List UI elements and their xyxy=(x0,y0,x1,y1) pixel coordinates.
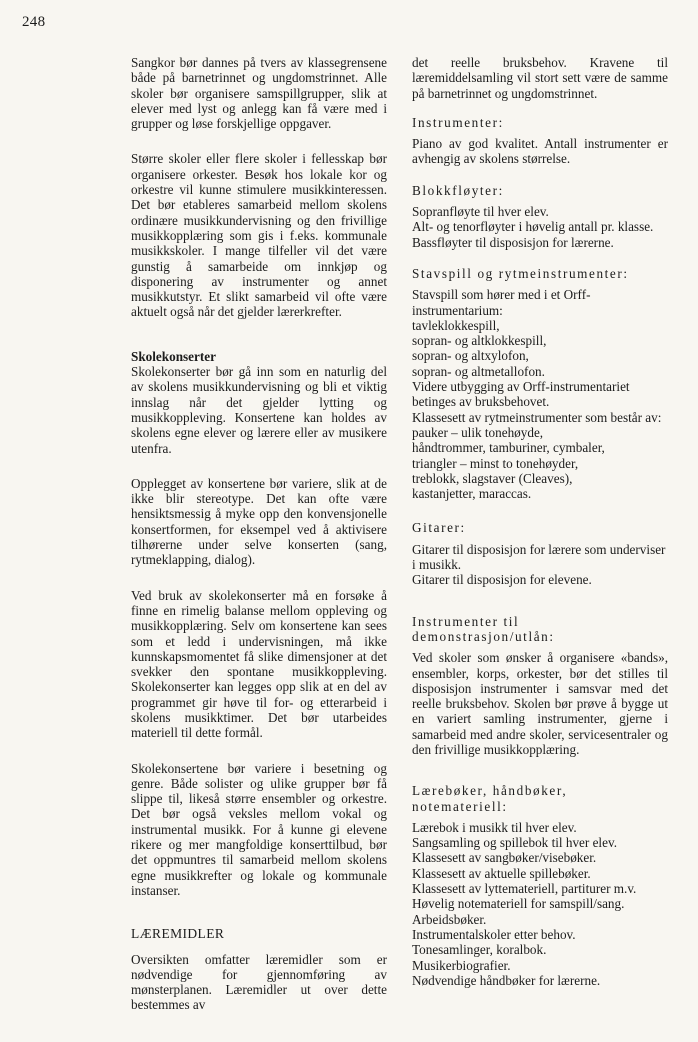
list-item: Klassesett av sangbøker/visebøker. xyxy=(412,850,597,866)
list-item: Lærebok i musikk til hver elev. xyxy=(412,819,577,835)
text-demonstrasjon: Ved skoler som ønsker å organisere «bands», ensembler, korps, orkester, bør det stilles til disposisjon instrumenter i samsvar med det reelle bruksbehov. Skolen bør prøve å bygge ut en variert samling instrumenter, gjerne i samarbeid med andre skoler, servicesentraler og den frivillige musikkopplæring. xyxy=(412,650,668,757)
list-item: kastanjetter, maraccas. xyxy=(412,486,532,502)
paragraph-opplegget: Opplegget av konsertene bør variere, slik at de ikke blir stereotype. Det kan ofte være hensiktsmessig å myke opp den konvensjonelle konsertformen, for eksempel ved å aktivisere tilhørerne under selve konserten (sang, rytmeklapping, dialog). xyxy=(131,475,387,568)
subheading-stavspill: Stavspill og rytmeinstrumenter: xyxy=(412,265,629,281)
list-item: Bassfløyter til disposisjon for lærerne. xyxy=(412,234,614,250)
list-item: Tonesamlinger, koralbok. xyxy=(412,942,547,958)
list-item: tavleklokkespill, xyxy=(412,317,500,333)
list-item: Gitarer til disposisjon for elevene. xyxy=(412,572,592,588)
page-number: 248 xyxy=(22,14,46,30)
list-item: Alt- og tenorfløyter i høvelig antall pr. klasse. xyxy=(412,219,654,235)
list-item: sopran- og altklokkespill, xyxy=(412,333,547,349)
left-column xyxy=(131,55,387,1013)
right-column xyxy=(412,55,668,988)
text-instrumenter: Piano av god kvalitet. Antall instrumenter er avhengig av skolens størrelse. xyxy=(412,136,668,167)
list-item: Musikerbiografier. xyxy=(412,957,511,973)
list-blokkfloyter xyxy=(412,204,668,250)
list-item: triangler – minst to tonehøyder, xyxy=(412,455,579,471)
paragraph-bruksbehov: det reelle bruksbehov. Kravene til læremiddelsamling vil stort sett være de samme på barnetrinnet og ungdomstrinnet. xyxy=(412,55,668,101)
list-item: pauker – ulik tonehøyde, xyxy=(412,424,544,440)
list-item: sopran- og altxylofon, xyxy=(412,348,529,364)
list-item: Sangsamling og spillebok til hver elev. xyxy=(412,835,617,851)
paragraph-balanse: Ved bruk av skolekonserter må en forsøke å finne en rimelig balanse mellom oppleving og musikkopplæring. Selv om konsertene kan sees som et ledd i undervisningen, må ikke kunnskapsmomentet få slike dimensjoner at det svekker den spontane musikkoppleving. Skolekonserter kan legges opp slik at en del av programmet gir høve til for- og etterarbeid i skolens musikktimer. Det bør utarbeides materiell til dette formål. xyxy=(131,587,387,741)
heading-skolekonserter: Skolekonserter xyxy=(131,348,216,364)
paragraph-oversikten: Oversikten omfatter læremidler som er nødvendige for gjennomføring av mønsterplanen. Læremidler ut over dette bestemmes av xyxy=(131,951,387,1013)
list-item: sopran- og altmetallofon. xyxy=(412,363,545,379)
list-item: Klassesett av lyttemateriell, partiturer m.v. xyxy=(412,881,637,897)
subheading-blokkfloyter: Blokkfløyter: xyxy=(412,182,504,198)
list-item: Videre utbygging av Orff-instrumentariet betinges av bruksbehovet. xyxy=(412,379,630,410)
list-item: Høvelig notemateriell for samspill/sang. xyxy=(412,896,625,912)
list-item: Klassesett av rytmeinstrumenter som består av: xyxy=(412,409,662,425)
heading-laeremidler: LÆREMIDLER xyxy=(131,926,225,942)
list-item: håndtrommer, tamburiner, cymbaler, xyxy=(412,440,605,456)
list-laereboker xyxy=(412,820,668,988)
paragraph-skolekonserter-intro: Skolekonserter bør gå inn som en naturlig del av skolens musikkundervisning og bli et viktig innslag når det gjelder lytting og musikkoppleving. Konsertene kan holdes av skolens egne elever og lærere eller av musikere utenfra. xyxy=(131,364,387,456)
subheading-instrumenter: Instrumenter: xyxy=(412,114,504,130)
subheading-gitarer: Gitarer: xyxy=(412,520,466,536)
list-item: Nødvendige håndbøker for lærerne. xyxy=(412,972,601,988)
list-item: Stavspill som hører med i et Orff-instrumentarium: xyxy=(412,287,591,318)
paragraph-besetning: Skolekonsertene bør variere i besetning og genre. Både solister og ulike grupper bør få slippe til, likeså større ensembler og orkestre. Det bør også veksles mellom vokal og instrumental musikk. For å kunne gi elevene rikere og mer mangfoldige konserttilbud, bør det oppmuntres til samarbeid mellom skolens egne musikkrefter og lokale og kommunale instanser. xyxy=(131,760,387,898)
list-stavspill xyxy=(412,287,668,501)
paragraph-sangkor: Sangkor bør dannes på tvers av klassegrensene både på barnetrinnet og ungdomstrinnet. Alle skoler bør organisere samspillgrupper, slik at elever med lyst og anlegg kan få være med i grupper og løse forskjellige oppgaver. xyxy=(131,55,387,132)
list-item: treblokk, slagstaver (Cleaves), xyxy=(412,470,573,486)
list-item: Sopranfløyte til hver elev. xyxy=(412,204,549,220)
subheading-demonstrasjon: Instrumenter til demonstrasjon/utlån: xyxy=(412,613,555,644)
list-item: Klassesett av aktuelle spillebøker. xyxy=(412,865,591,881)
list-item: Instrumentalskoler etter behov. xyxy=(412,926,576,942)
list-item: Arbeidsbøker. xyxy=(412,911,487,927)
subheading-laereboker: Lærebøker, håndbøker, notemateriell: xyxy=(412,783,568,814)
paragraph-orkester: Større skoler eller flere skoler i fellesskap bør organisere orkester. Besøk hos lokale kor og orkestre vil kunne stimulere musikkinteressen. Det bør etableres samarbeid mellom skolens ordinære musikkundervisning og den frivillige musikkopplæring som gis i f.eks. kommunale musikkskoler. I mange tilfeller vil det være gunstig å samarbeide om innkjøp og disponering av instrumenter og annet musikkutstyr. Et slikt samarbeid vil ofte være aktuelt også når det gjelder lærerkrefter. xyxy=(131,151,387,320)
list-gitarer xyxy=(412,542,668,588)
list-item: Gitarer til disposisjon for lærere som underviser i musikk. xyxy=(412,541,666,573)
